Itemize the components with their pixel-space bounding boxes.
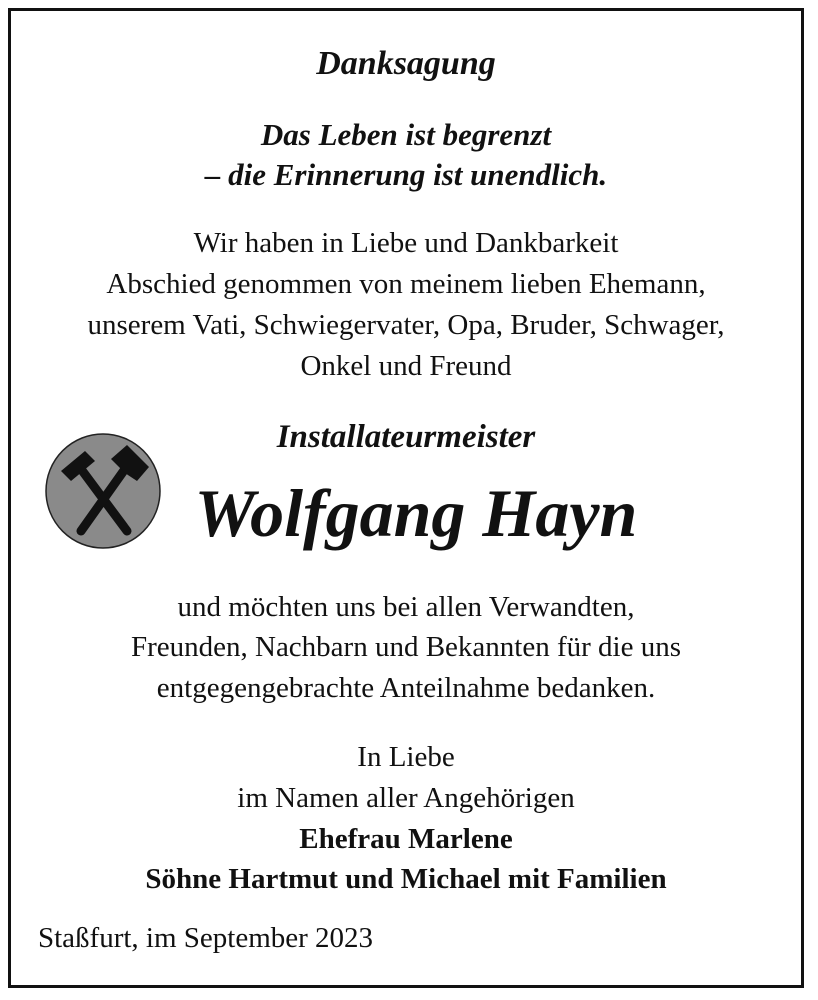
profession-title: Installateurmeister bbox=[276, 419, 536, 455]
place-date: Staßfurt, im September 2023 bbox=[38, 922, 374, 954]
quote-line-1: Das Leben ist begrenzt bbox=[260, 117, 552, 152]
intro-line-4: Onkel und Freund bbox=[300, 350, 512, 382]
intro-line-2: Abschied genommen von meinem lieben Ehemann, bbox=[106, 268, 706, 300]
thanks-line-1: und möchten uns bei allen Verwandten, bbox=[177, 591, 635, 623]
intro-line-3: unserem Vati, Schwiegervater, Opa, Bruder, Schwager, bbox=[87, 309, 725, 341]
thanks-line-2: Freunden, Nachbarn und Bekannten für die uns bbox=[130, 631, 682, 663]
notice-title: Danksagung bbox=[316, 45, 496, 82]
thanks-line-3: entgegengebrachte Anteilnahme bedanken. bbox=[156, 672, 656, 704]
deceased-name: Wolfgang Hayn bbox=[194, 475, 638, 551]
closing-line-1: In Liebe bbox=[357, 741, 455, 773]
signer-spouse: Ehefrau Marlene bbox=[299, 823, 513, 855]
quote-line-2: – die Erinnerung ist unendlich. bbox=[204, 157, 608, 192]
closing-line-2: im Namen aller Angehörigen bbox=[237, 782, 575, 814]
intro-line-1: Wir haben in Liebe und Dankbarkeit bbox=[193, 227, 619, 259]
signer-sons: Söhne Hartmut und Michael mit Familien bbox=[145, 863, 667, 895]
notice-frame bbox=[8, 8, 804, 988]
